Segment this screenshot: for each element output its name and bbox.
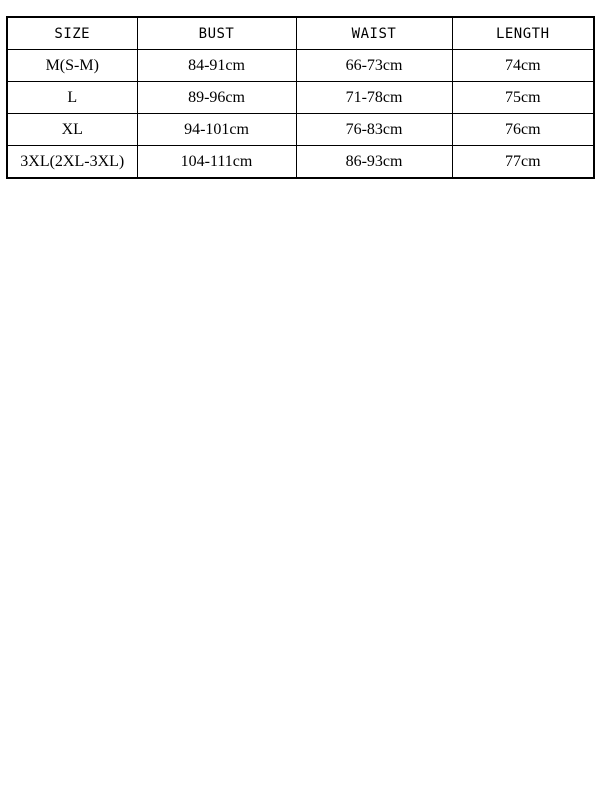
cell-waist: 66-73cm xyxy=(296,50,452,82)
header-bust: BUST xyxy=(137,17,296,50)
cell-size: L xyxy=(7,82,137,114)
cell-length: 75cm xyxy=(452,82,594,114)
cell-waist: 86-93cm xyxy=(296,146,452,179)
cell-size: 3XL(2XL-3XL) xyxy=(7,146,137,179)
table-row xyxy=(7,114,594,146)
table-row xyxy=(7,82,594,114)
cell-bust: 89-96cm xyxy=(137,82,296,114)
cell-size: M(S-M) xyxy=(7,50,137,82)
cell-waist: 71-78cm xyxy=(296,82,452,114)
table-header-row xyxy=(7,17,594,50)
cell-length: 76cm xyxy=(452,114,594,146)
size-chart-table xyxy=(6,16,595,179)
header-waist: WAIST xyxy=(296,17,452,50)
header-length: LENGTH xyxy=(452,17,594,50)
cell-bust: 94-101cm xyxy=(137,114,296,146)
cell-size: XL xyxy=(7,114,137,146)
cell-bust: 104-111cm xyxy=(137,146,296,179)
cell-waist: 76-83cm xyxy=(296,114,452,146)
cell-bust: 84-91cm xyxy=(137,50,296,82)
cell-length: 74cm xyxy=(452,50,594,82)
table-row xyxy=(7,146,594,179)
table-row xyxy=(7,50,594,82)
header-size: SIZE xyxy=(7,17,137,50)
cell-length: 77cm xyxy=(452,146,594,179)
